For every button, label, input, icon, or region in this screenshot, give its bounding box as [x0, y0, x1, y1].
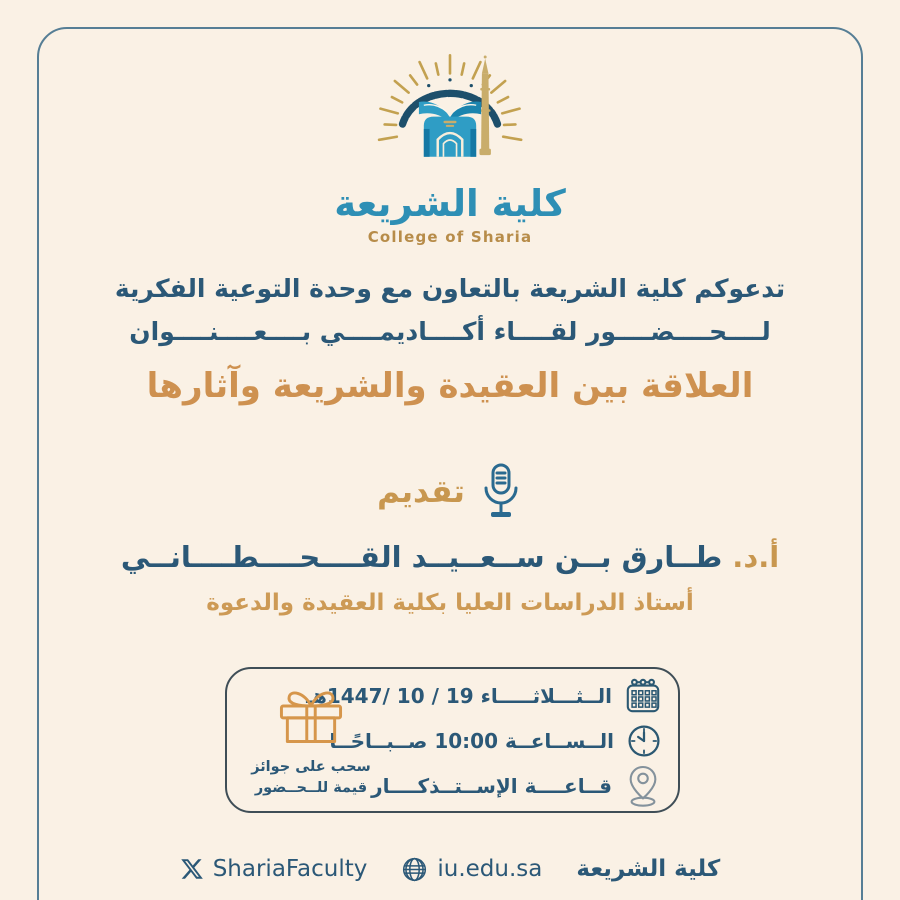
clock-icon: [626, 723, 662, 759]
university-emblem-icon: [360, 52, 540, 183]
globe-icon: [401, 856, 428, 883]
gift-icon: [273, 679, 349, 755]
event-location: قــاعــــة الإســتــذكــــار: [371, 773, 612, 798]
twitter-handle: ShariaFaculty: [212, 856, 368, 882]
presentation-label: تقديم: [377, 474, 465, 510]
x-twitter-icon: [180, 857, 204, 881]
event-title: العلاقة بين العقيدة والشريعة وآثارها: [146, 366, 754, 406]
presenter-name-row: [0, 540, 900, 574]
presenter-name: طــارق بــن ســعــيــد القــــحــــطــــانــي: [120, 540, 723, 574]
prize-block: [241, 679, 381, 799]
presentation-row: [0, 462, 900, 522]
invitation-line-1: تدعوكم كلية الشريعة بالتعاون مع وحدة التوعية الفكرية: [114, 274, 786, 303]
footer: [0, 848, 900, 890]
prize-caption-line-1: سحب على جوائز: [251, 759, 371, 775]
microphone-icon: [479, 462, 523, 522]
prize-caption-line-2: قيمة للــحــضور: [254, 780, 368, 797]
event-date: الــثـــلاثـــــاء 19 / 10 /1447هـ: [306, 683, 612, 708]
location-pin-icon: [624, 764, 662, 808]
presenter-role: أستاذ الدراسات العليا بكلية العقيدة والدعوة: [206, 590, 694, 616]
college-calligraphy: كلية الشريعة: [334, 182, 566, 225]
emblem-gate-icon: [424, 117, 476, 157]
website-url: iu.edu.sa: [437, 856, 543, 882]
website-link[interactable]: [401, 856, 542, 883]
presenter-honorific: أ.د.: [732, 540, 780, 574]
college-name-english: College of Sharia: [367, 228, 533, 246]
invitation-line-2: لــــحــــضــــور لقــــاء أكــــاديمــــي بــــعــــنــــوان: [129, 317, 771, 346]
footer-college-name: كلية الشريعة: [576, 856, 721, 882]
event-details-card: [225, 667, 680, 813]
calendar-icon: [624, 677, 662, 715]
twitter-link[interactable]: [180, 856, 368, 882]
event-time: الــســاعــة 10:00 صــبــاحًــا: [329, 728, 614, 753]
